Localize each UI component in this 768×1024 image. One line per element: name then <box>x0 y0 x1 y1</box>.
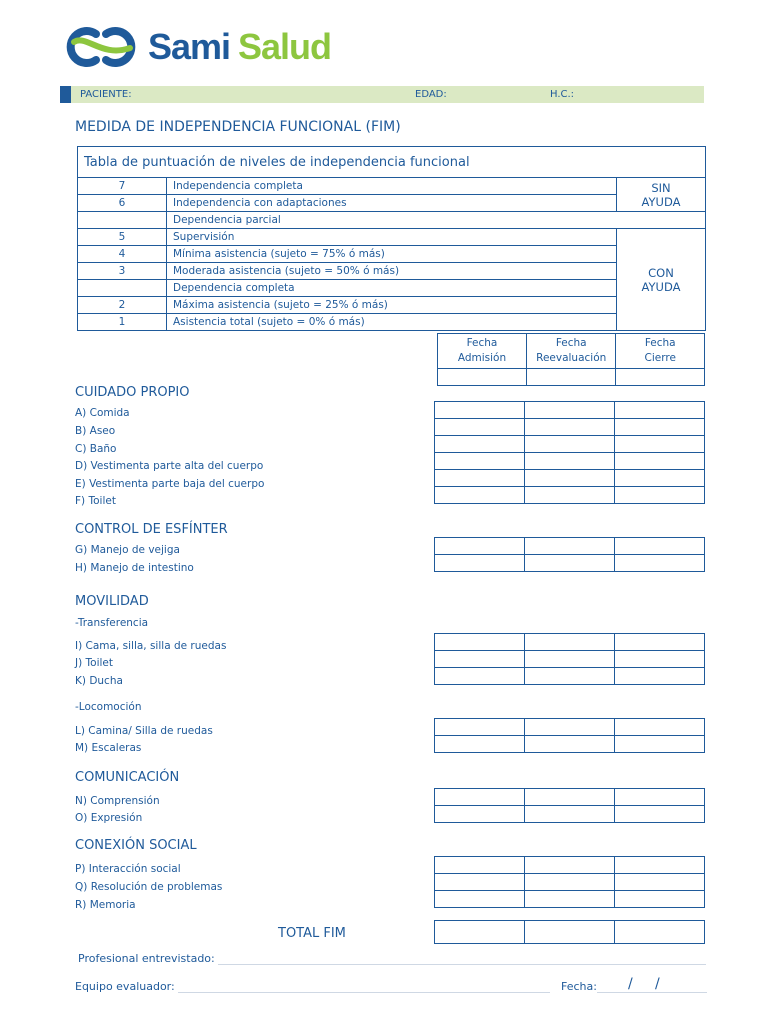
item-label: J) Toilet <box>75 657 113 669</box>
score-cell[interactable] <box>435 857 525 874</box>
admission-date-line1: Fecha <box>466 337 498 349</box>
score-cell[interactable] <box>435 719 525 736</box>
sin-ayuda-cell <box>617 178 706 212</box>
sin-ayuda-line1: SIN <box>651 180 671 195</box>
score-num: 3 <box>78 263 167 280</box>
score-cell[interactable] <box>525 668 615 685</box>
score-cell[interactable] <box>525 402 615 419</box>
reeval-date-field[interactable] <box>526 369 616 386</box>
score-num <box>78 212 167 229</box>
score-grid-sphincter <box>434 537 705 572</box>
date-label: Fecha: <box>561 980 597 993</box>
total-cell[interactable] <box>525 921 615 944</box>
score-cell[interactable] <box>525 419 615 436</box>
evaluation-team-line[interactable] <box>178 992 550 993</box>
score-category-label: Dependencia parcial <box>167 212 706 229</box>
age-label: EDAD: <box>415 89 447 100</box>
patient-label: PACIENTE: <box>80 89 132 100</box>
score-cell[interactable] <box>525 651 615 668</box>
score-cell[interactable] <box>615 419 705 436</box>
score-cell[interactable] <box>615 487 705 504</box>
con-ayuda-line2: AYUDA <box>641 279 681 294</box>
subsection-label-transfer: -Transferencia <box>75 617 149 629</box>
score-grid-locomotion <box>434 718 705 753</box>
score-cell[interactable] <box>615 651 705 668</box>
score-cell[interactable] <box>615 736 705 753</box>
score-cell[interactable] <box>435 668 525 685</box>
score-cell[interactable] <box>435 436 525 453</box>
section-title-communication: COMUNICACIÓN <box>75 770 180 785</box>
item-label: G) Manejo de vejiga <box>75 544 180 556</box>
reeval-date-line1: Fecha <box>555 337 587 349</box>
score-cell[interactable] <box>615 453 705 470</box>
logo <box>62 24 352 72</box>
item-label: C) Baño <box>75 443 117 455</box>
item-label: O) Expresión <box>75 812 143 824</box>
item-label: B) Aseo <box>75 425 116 437</box>
item-label: H) Manejo de intestino <box>75 562 194 574</box>
score-cell[interactable] <box>435 806 525 823</box>
score-cell[interactable] <box>435 634 525 651</box>
section-title-social: CONEXIÓN SOCIAL <box>75 838 197 853</box>
document-title: MEDIDA DE INDEPENDENCIA FUNCIONAL (FIM) <box>75 119 401 135</box>
score-cell[interactable] <box>525 806 615 823</box>
sin-ayuda-line2: AYUDA <box>641 194 681 209</box>
score-cell[interactable] <box>615 634 705 651</box>
section-title-mobility: MOVILIDAD <box>75 594 149 609</box>
score-cell[interactable] <box>435 874 525 891</box>
score-cell[interactable] <box>615 891 705 908</box>
score-grid-total <box>434 920 705 944</box>
reeval-date-header <box>526 334 616 369</box>
close-date-line1: Fecha <box>644 337 676 349</box>
date-header-table <box>437 333 705 386</box>
section-title-self-care: CUIDADO PROPIO <box>75 385 190 400</box>
score-cell[interactable] <box>525 789 615 806</box>
score-label: Supervisión <box>167 229 617 246</box>
score-cell[interactable] <box>435 789 525 806</box>
patient-bar-marker <box>60 86 71 103</box>
hc-label: H.C.: <box>550 89 575 100</box>
score-cell[interactable] <box>525 436 615 453</box>
score-cell[interactable] <box>525 538 615 555</box>
score-cell[interactable] <box>615 402 705 419</box>
score-label: Máxima asistencia (sujeto = 25% ó más) <box>167 297 617 314</box>
score-cell[interactable] <box>525 874 615 891</box>
score-cell[interactable] <box>525 719 615 736</box>
item-label: A) Comida <box>75 407 130 419</box>
date-separators: / / <box>628 976 660 992</box>
score-cell[interactable] <box>615 789 705 806</box>
score-num <box>78 280 167 297</box>
item-label: R) Memoria <box>75 899 136 911</box>
score-grid-communication <box>434 788 705 823</box>
logo-rings-icon <box>62 24 142 70</box>
item-label: M) Escaleras <box>75 742 142 754</box>
score-grid-self-care <box>434 401 705 504</box>
score-label: Moderada asistencia (sujeto = 50% ó más) <box>167 263 617 280</box>
score-grid-social <box>434 856 705 908</box>
total-cell[interactable] <box>615 921 705 944</box>
logo-text-sami: Sami <box>148 26 231 67</box>
item-label: K) Ducha <box>75 675 123 687</box>
con-ayuda-cell <box>617 229 706 331</box>
score-cell[interactable] <box>615 874 705 891</box>
subsection-label-locomotion: -Locomoción <box>75 701 142 713</box>
admission-date-field[interactable] <box>438 369 527 386</box>
score-grid-transfer <box>434 633 705 685</box>
date-line[interactable] <box>597 992 707 993</box>
item-label: L) Camina/ Silla de ruedas <box>75 725 213 737</box>
total-cell[interactable] <box>435 921 525 944</box>
score-cell[interactable] <box>525 857 615 874</box>
reeval-date-line2: Reevaluación <box>536 352 607 364</box>
admission-date-header <box>438 334 527 369</box>
score-cell[interactable] <box>615 470 705 487</box>
close-date-header <box>616 334 705 369</box>
total-fim-label: TOTAL FIM <box>278 926 346 941</box>
score-cell[interactable] <box>525 470 615 487</box>
score-cell[interactable] <box>435 555 525 572</box>
score-num: 2 <box>78 297 167 314</box>
score-cell[interactable] <box>525 453 615 470</box>
score-category-label: Dependencia completa <box>167 280 617 297</box>
score-num: 1 <box>78 314 167 331</box>
score-cell[interactable] <box>435 651 525 668</box>
item-label: Q) Resolución de problemas <box>75 881 223 893</box>
patient-bar <box>60 86 704 103</box>
evaluation-team-label: Equipo evaluador: <box>75 980 175 993</box>
logo-text-salud: Salud <box>238 26 332 67</box>
item-label: P) Interacción social <box>75 863 181 875</box>
score-cell[interactable] <box>435 470 525 487</box>
score-label: Mínima asistencia (sujeto = 75% ó más) <box>167 246 617 263</box>
close-date-line2: Cierre <box>644 352 676 364</box>
score-label: Independencia completa <box>167 178 617 195</box>
score-cell[interactable] <box>435 736 525 753</box>
score-cell[interactable] <box>525 634 615 651</box>
close-date-field[interactable] <box>616 369 705 386</box>
score-label: Asistencia total (sujeto = 0% ó más) <box>167 314 617 331</box>
item-label: N) Comprensión <box>75 795 160 807</box>
score-num: 6 <box>78 195 167 212</box>
score-cell[interactable] <box>435 402 525 419</box>
score-cell[interactable] <box>435 538 525 555</box>
score-table-heading: Tabla de puntuación de niveles de independencia funcional <box>78 147 706 178</box>
score-cell[interactable] <box>615 555 705 572</box>
interviewed-professional-label: Profesional entrevistado: <box>78 952 215 965</box>
score-cell[interactable] <box>615 857 705 874</box>
con-ayuda-line1: CON <box>648 265 674 280</box>
score-cell[interactable] <box>435 419 525 436</box>
score-label: Independencia con adaptaciones <box>167 195 617 212</box>
item-label: E) Vestimenta parte baja del cuerpo <box>75 478 265 490</box>
admission-date-line2: Admisión <box>457 352 507 364</box>
score-cell[interactable] <box>525 736 615 753</box>
score-cell[interactable] <box>615 436 705 453</box>
score-table <box>77 146 706 331</box>
score-cell[interactable] <box>615 806 705 823</box>
score-cell[interactable] <box>525 555 615 572</box>
item-label: I) Cama, silla, silla de ruedas <box>75 640 227 652</box>
item-label: D) Vestimenta parte alta del cuerpo <box>75 460 264 472</box>
score-num: 5 <box>78 229 167 246</box>
score-cell[interactable] <box>525 487 615 504</box>
item-label: F) Toilet <box>75 495 116 507</box>
score-cell[interactable] <box>615 719 705 736</box>
score-cell[interactable] <box>435 487 525 504</box>
score-num: 4 <box>78 246 167 263</box>
section-title-sphincter: CONTROL DE ESFÍNTER <box>75 522 228 537</box>
interviewed-professional-line[interactable] <box>218 964 706 965</box>
score-cell[interactable] <box>615 668 705 685</box>
score-num: 7 <box>78 178 167 195</box>
score-cell[interactable] <box>435 453 525 470</box>
score-cell[interactable] <box>525 891 615 908</box>
score-cell[interactable] <box>615 538 705 555</box>
score-cell[interactable] <box>435 891 525 908</box>
